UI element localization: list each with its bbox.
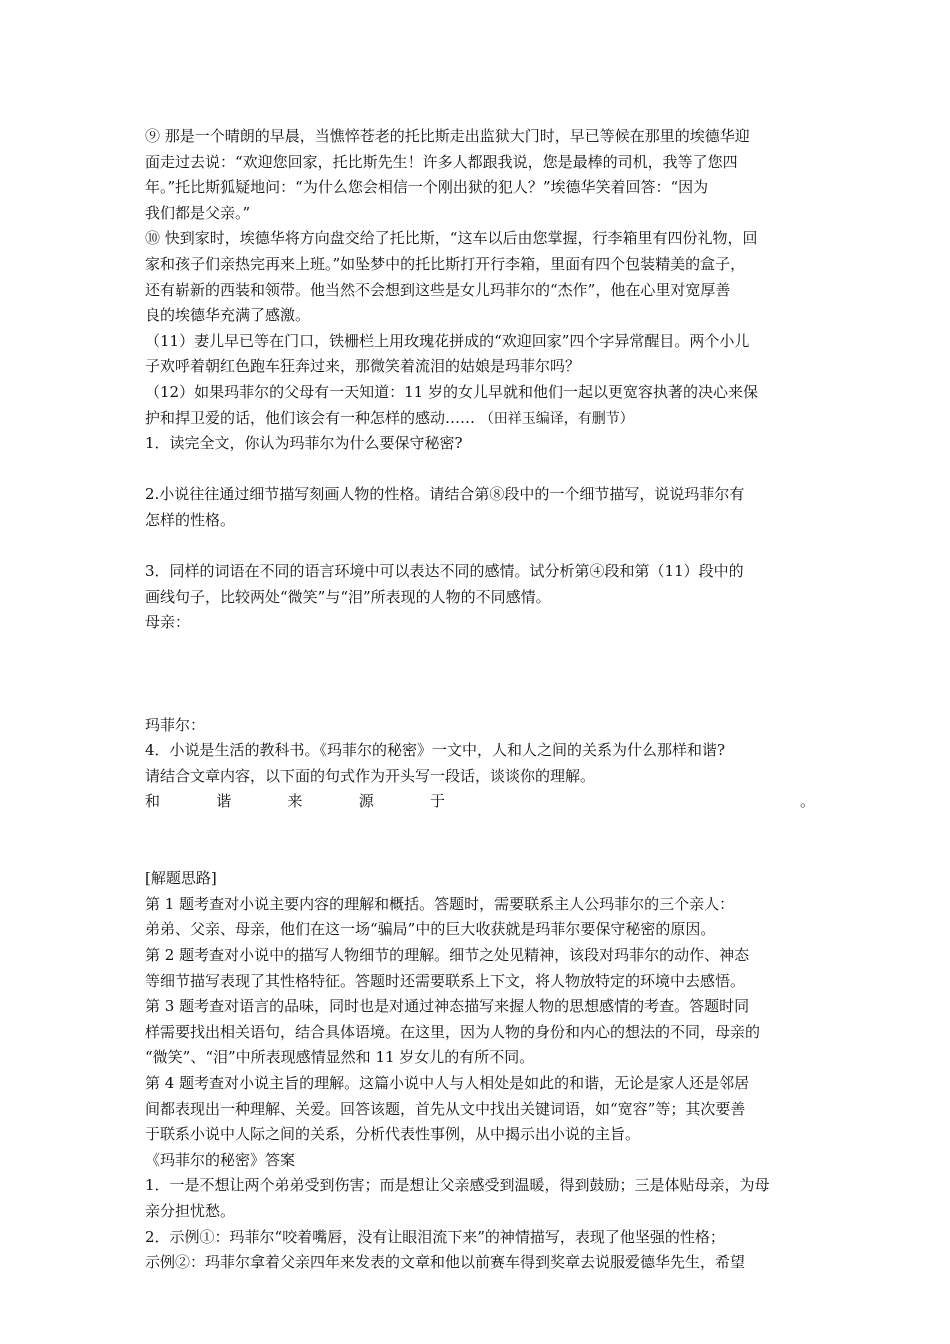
- text-line: 第 4 题考查对小说主旨的理解。这篇小说中人与人相处是如此的和谐，无论是家人还是邻居: [145, 1073, 750, 1092]
- text-line: 示例②：玛菲尔拿着父亲四年来发表的文章和他以前赛车得到奖章去说服爱德华先生，希望: [145, 1253, 746, 1272]
- text-line: 怎样的性格。: [145, 510, 236, 529]
- question-2: [145, 482, 815, 533]
- answers-heading: 《玛菲尔的秘密》答案: [145, 1150, 296, 1169]
- text-line: 样需要找出相关语句，结合具体语境。在这里，因为人物的身份和内心的想法的不同，母亲的: [145, 1022, 761, 1041]
- text-line: “微笑”、“泪”中所表现感情显然和 11 岁女儿的有所不同。: [145, 1048, 535, 1067]
- text-line: 面走过去说：“欢迎您回家，托比斯先生！许多人都跟我说，您是最棒的司机，我等了您四: [145, 152, 738, 171]
- text-line: 年。”托比斯狐疑地问：“为什么您会相信一个刚出狱的犯人？”埃德华笑着回答：“因为: [145, 178, 709, 197]
- prompt-char: 和: [145, 792, 161, 811]
- text-line: （11）妻儿早已等在门口，铁栅栏上用玫瑰花拼成的“欢迎回家”四个字异常醒目。两个小儿: [145, 331, 750, 350]
- text-line: 第 2 题考查对小说中的描写人物细节的理解。细节之处见精神，该段对玛菲尔的动作、神态: [145, 946, 750, 964]
- text-line: 良的埃德华充满了感激。: [145, 306, 311, 325]
- text-line: 还有崭新的西装和领带。他当然不会想到这些是女儿玛菲尔的“杰作”，他在心里对宽厚善: [145, 280, 731, 299]
- text-line: 间都表现出一种理解、关爱。回答该题，首先从文中找出关键词语，如“宽容”等；其次要善: [145, 1099, 746, 1118]
- analysis-section: [145, 866, 815, 1148]
- paragraph-12: [145, 380, 815, 431]
- paragraph-9: [145, 124, 815, 226]
- text-span: 护和捍卫爱的话，他们该会有一种怎样的感动……: [145, 408, 476, 427]
- text-line: 2．示例①：玛菲尔“咬着嘴唇，没有让眼泪流下来”的神情描写，表现了他坚强的性格；: [145, 1227, 725, 1246]
- text-line: 我们都是父亲。”: [145, 203, 251, 222]
- text-line: [145, 406, 815, 432]
- answer-label-mafeier: 玛菲尔：: [145, 715, 206, 734]
- answer-label-mother: 母亲：: [145, 613, 191, 632]
- prompt-char: 于: [429, 792, 445, 811]
- answer-space: [145, 534, 815, 560]
- text-line: 弟弟、父亲、母亲，他们在这一场“骗局”中的巨大收获就是玛菲尔要保守秘密的原因。: [145, 920, 716, 939]
- text-line: 4．小说是生活的教科书。《玛菲尔的秘密》一文中，人和人之间的关系为什么那样和谐?: [145, 741, 726, 760]
- document-page: [145, 124, 815, 1276]
- answer-space: [145, 815, 815, 866]
- text-line: 第 3 题考查对语言的品味，同时也是对通过神态描写来握人物的思想感情的考查。答题时同: [145, 997, 750, 1016]
- answer-space: [145, 687, 815, 713]
- text-line: ⑨ 那是一个晴朗的早晨，当憔悴苍老的托比斯走出监狱大门时，早已等候在那里的埃德华迎: [145, 127, 750, 145]
- paragraph-10: [145, 226, 815, 328]
- text-line: 2.小说往往通过细节描写刻画人物的性格。请结合第⑧段中的一个细节描写，说说玛菲尔有: [145, 485, 745, 504]
- prompt-char: 谐: [216, 792, 232, 811]
- text-line: 等细节描写表现了其性格特征。答题时还需要联系上下文，将人物放特定的环境中去感悟。: [145, 971, 746, 990]
- text-line: 第 1 题考查对小说主要内容的理解和概括。答题时，需要联系主人公玛菲尔的三个亲人：: [145, 894, 735, 913]
- prompt-end: 。: [799, 792, 815, 811]
- text-line: 1．一是不想让两个弟弟受到伤害；而是想让父亲感受到温暖，得到鼓励；三是体贴母亲，为母: [145, 1176, 770, 1195]
- prompt-char: 源: [358, 792, 374, 811]
- question-1: 1．读完全文，你认为玛菲尔为什么要保守秘密?: [145, 434, 463, 453]
- paragraph-11: [145, 329, 815, 380]
- source-note: （田祥玉编译，有删节）: [479, 410, 634, 427]
- text-line: 亲分担忧愁。: [145, 1201, 236, 1220]
- answer-space: [145, 457, 815, 483]
- question-3: [145, 559, 815, 610]
- text-line: 子欢呼着朝红色跑车狂奔过来，那微笑着流泪的姑娘是玛菲尔吗？: [145, 357, 581, 376]
- question-4: [145, 738, 815, 789]
- text-line: （12）如果玛菲尔的父母有一天知道：11 岁的女儿早就和他们一起以更宽容执著的决心来保: [145, 382, 758, 401]
- answer-space: [145, 636, 815, 687]
- text-line: 3．同样的词语在不同的语言环境中可以表达不同的感情。试分析第④段和第（11）段中的: [145, 562, 744, 581]
- text-line: 画线句子，比较两处“微笑”与“泪”所表现的人物的不同感情。: [145, 587, 551, 606]
- prompt-char: 来: [287, 792, 303, 811]
- answer-prompt-row: [145, 789, 815, 815]
- answer-prompt: [145, 789, 445, 815]
- text-line: 于联系小说中人际之间的关系，分析代表性事例，从中揭示出小说的主旨。: [145, 1125, 641, 1144]
- analysis-heading: [解题思路]: [145, 869, 217, 888]
- text-line: ⑩ 快到家时，埃德华将方向盘交给了托比斯，“这车以后由您掌握，行李箱里有四份礼物，回: [145, 229, 758, 248]
- answers-section: [145, 1148, 815, 1276]
- text-line: 家和孩子们亲热完再来上班。”如坠梦中的托比斯打开行李箱，里面有四个包装精美的盒子，: [145, 254, 746, 273]
- text-line: 请结合文章内容，以下面的句式作为开头写一段话，谈谈你的理解。: [145, 766, 596, 785]
